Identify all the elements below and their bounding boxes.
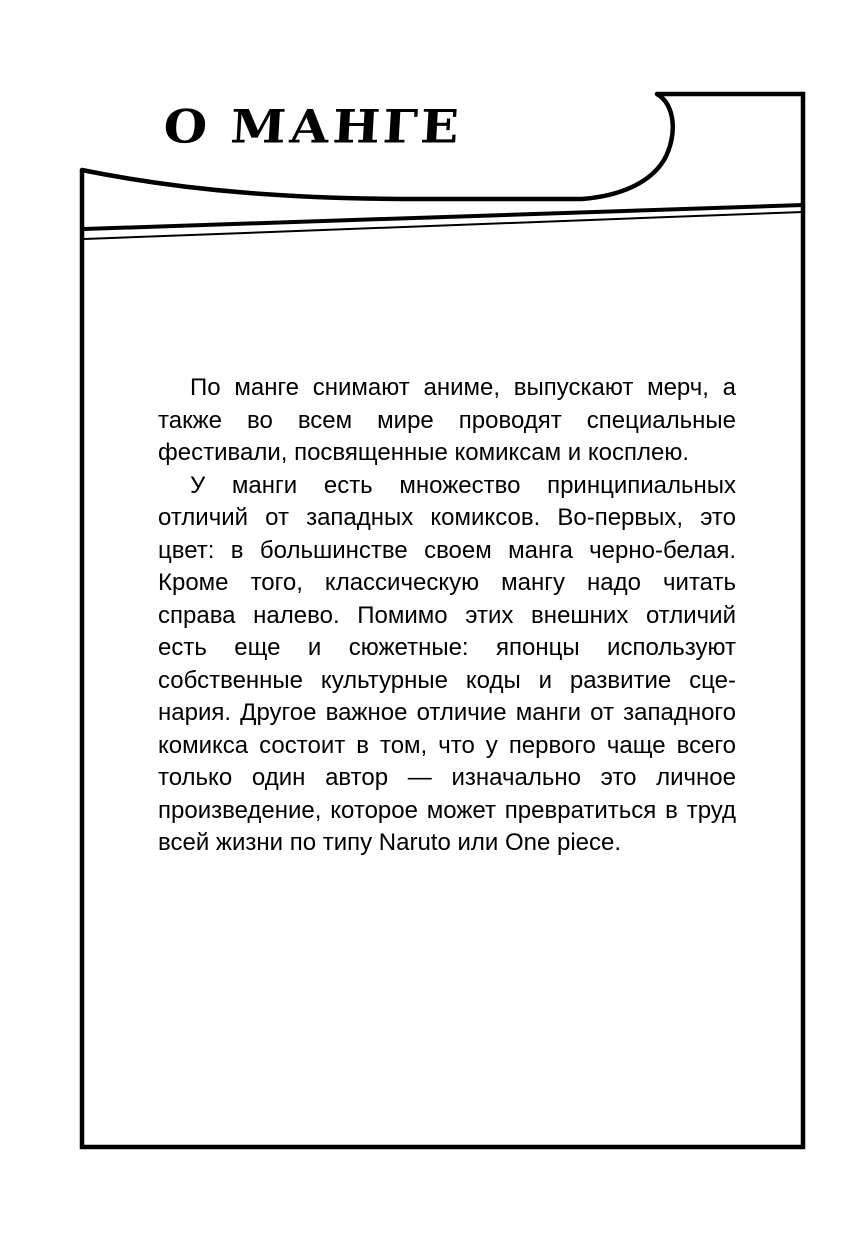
- paragraph-differences: У манги есть множество принципиальных отличий от западных комиксов. Во-первых, это цвет: в большинстве своем манга черно-белая. Кроме того, классическую мангу надо читать справа налево. Помимо этих внешних отличий есть еще и сюжетные: японцы используют собственные культурные коды и развитие сценария. Другое важное отличие манги от западного комикса состоит в том, что у первого чаще всего только один автор — изначально это личное произведение, которое может превратиться в труд всей жизни по типу Naruto или One piece.: [158, 471, 736, 856]
- page-title: О МАНГЕ: [162, 99, 464, 154]
- paragraph-intro: По манге снимают аниме, выпускают мерч, а также во всем мире проводят специальные фестивали, посвященные комиксам и косплею.: [158, 374, 736, 466]
- article-body: [158, 372, 736, 860]
